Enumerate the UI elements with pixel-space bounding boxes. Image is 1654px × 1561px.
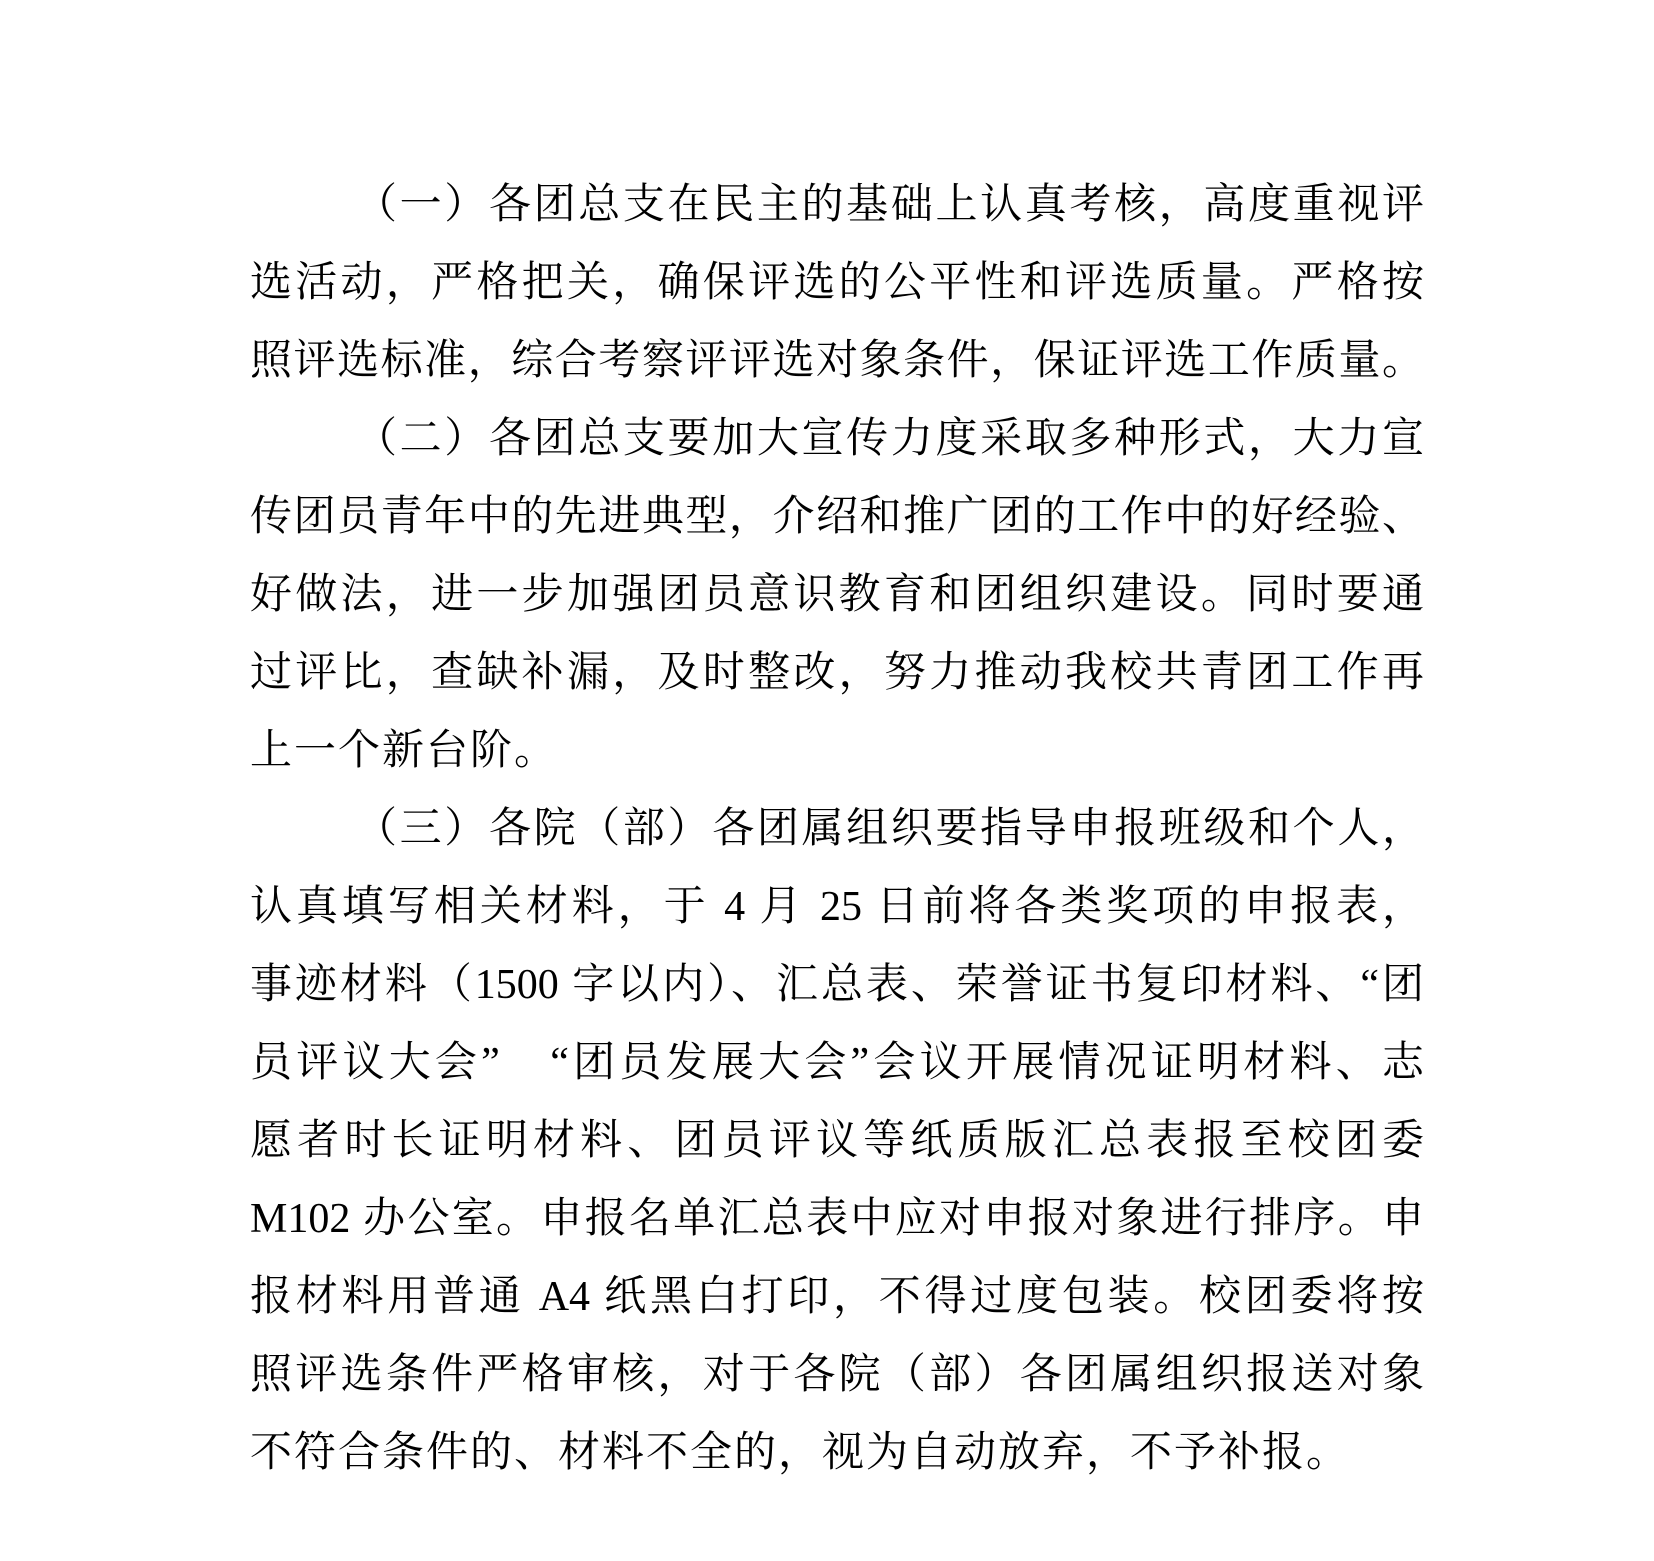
text-line: 愿者时长证明材料、团员评议等纸质版汇总表报至校团委 [250,1118,1424,1164]
text-line: M102 办公室。申报名单汇总表中应对申报对象进行排序。申 [250,1196,1424,1242]
text-line: 员评议大会” “团员发展大会”会议开展情况证明材料、志 [250,1040,1424,1086]
text-line: 照评选条件严格审核，对于各院（部）各团属组织报送对象 [250,1352,1424,1398]
text-line: 不符合条件的、材料不全的，视为自动放弃，不予补报。 [250,1430,1351,1476]
text-line: 好做法，进一步加强团员意识教育和团组织建设。同时要通 [250,572,1424,618]
text-line: 认真填写相关材料，于 4 月 25 日前将各类奖项的申报表， [250,884,1424,930]
text-line: 事迹材料（1500 字以内）、汇总表、荣誉证书复印材料、“团 [250,962,1424,1008]
text-line: 上一个新台阶。 [250,728,559,774]
text-line: （三）各院（部）各团属组织要指导申报班级和个人， [355,806,1424,852]
text-line: 传团员青年中的先进典型，介绍和推广团的工作中的好经验、 [250,494,1424,540]
document-body [250,166,1424,1492]
text-line: 照评选标准，综合考察评评选对象条件，保证评选工作质量。 [250,338,1424,384]
text-line: （二）各团总支要加大宣传力度采取多种形式，大力宣 [355,416,1424,462]
text-line: 报材料用普通 A4 纸黑白打印，不得过度包装。校团委将按 [250,1274,1424,1320]
text-line: （一）各团总支在民主的基础上认真考核，高度重视评 [355,182,1424,228]
text-line: 过评比，查缺补漏，及时整改，努力推动我校共青团工作再 [250,650,1424,696]
text-line: 选活动，严格把关，确保评选的公平性和评选质量。严格按 [250,260,1424,306]
